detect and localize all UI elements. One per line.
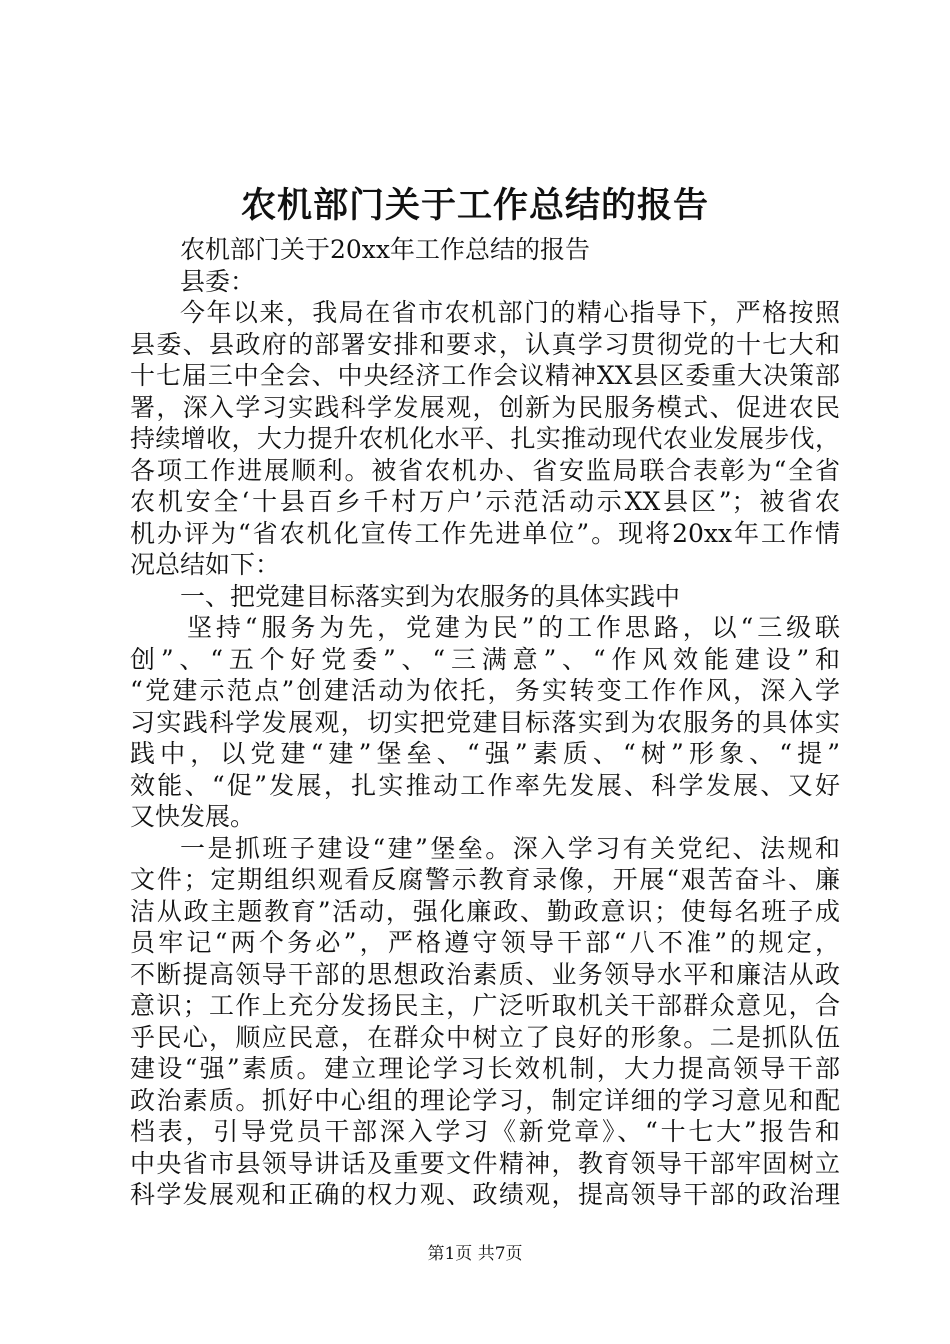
body-text-line: 一是抓班子建设“建”堡垒。深入学习有关党纪、法规和 [180, 833, 840, 863]
document-title: 农机部门关于工作总结的报告 [240, 185, 709, 226]
body-text-line: 乎民心，顺应民意，在群众中树立了良好的形象。二是抓队伍 [130, 1022, 840, 1052]
body-text-line: 机办评为“省农机化宣传工作先进单位”。现将20xx年工作情 [130, 518, 840, 548]
page-footer: 第1页 共7页 [427, 1244, 523, 1264]
body-text-line: 署，深入学习实践科学发展观，创新为民服务模式、促进农民 [130, 392, 840, 422]
body-text-line: 十七届三中全会、中央经济工作会议精神XX县区委重大决策部 [130, 361, 840, 390]
body-text-line: 农机部门关于20xx年工作总结的报告 [180, 235, 591, 264]
body-text-line: 习实践科学发展观，切实把党建目标落实到为农服务的具体实 [130, 707, 840, 737]
body-text-line: 效能、“促”发展，扎实推动工作率先发展、科学发展、又好 [130, 770, 840, 800]
body-text-line: 县委： [180, 266, 256, 296]
body-text-line: 持续增收，大力提升农机化水平、扎实推动现代农业发展步伐， [130, 424, 840, 453]
body-text-line: 建设“强”素质。建立理论学习长效机制，大力提高领导干部 [130, 1054, 840, 1083]
body-text-line: 科学发展观和正确的权力观、政绩观，提高领导干部的政治理 [130, 1180, 840, 1209]
body-text-line: 文件；定期组织观看反腐警示教育录像，开展“艰苦奋斗、廉 [130, 865, 840, 894]
body-text-line: 又快发展。 [130, 802, 256, 831]
body-text-line: 各项工作进展顺利。被省农机办、省安监局联合表彰为“全省 [130, 455, 840, 485]
body-text-line: “党建示范点”创建活动为依托，务实转变工作作风，深入学 [130, 676, 840, 705]
body-text-line: 意识；工作上充分发扬民主，广泛听取机关干部群众意见，合 [130, 991, 840, 1020]
body-text-line: 一、把党建目标落实到为农服务的具体实践中 [180, 581, 681, 611]
body-text-line: 档表，引导党员干部深入学习《新党章》、“十七大”报告和 [130, 1117, 840, 1146]
body-text-line: 政治素质。抓好中心组的理论学习，制定详细的学习意见和配 [130, 1085, 840, 1115]
body-text-line: 农机安全‘十县百乡千村万户’示范活动示XX县区”；被省农 [130, 487, 840, 516]
body-text-line: 践中，以党建“建”堡垒、“强”素质、“树”形象、“提” [130, 739, 840, 768]
body-text-line: 不断提高领导干部的思想政治素质、业务领导水平和廉洁从政 [130, 959, 840, 989]
body-text-line: 洁从政主题教育”活动，强化廉政、勤政意识；使每名班子成 [130, 896, 840, 926]
body-text-line: 创”、“五个好党委”、“三满意”、“作风效能建设”和 [130, 644, 840, 674]
body-text-line: 坚持“服务为先，党建为民”的工作思路，以“三级联 [187, 613, 840, 642]
body-text-line: 员牢记“两个务必”，严格遵守领导干部“八不准”的规定， [130, 928, 840, 957]
body-text-line: 况总结如下： [130, 550, 281, 579]
body-text-line: 中央省市县领导讲话及重要文件精神，教育领导干部牢固树立 [130, 1148, 840, 1178]
document-body [130, 234, 840, 1211]
body-text-line: 今年以来，我局在省市农机部门的精心指导下，严格按照 [180, 298, 840, 327]
body-text-line: 县委、县政府的部署安排和要求，认真学习贯彻党的十七大和 [130, 329, 840, 359]
